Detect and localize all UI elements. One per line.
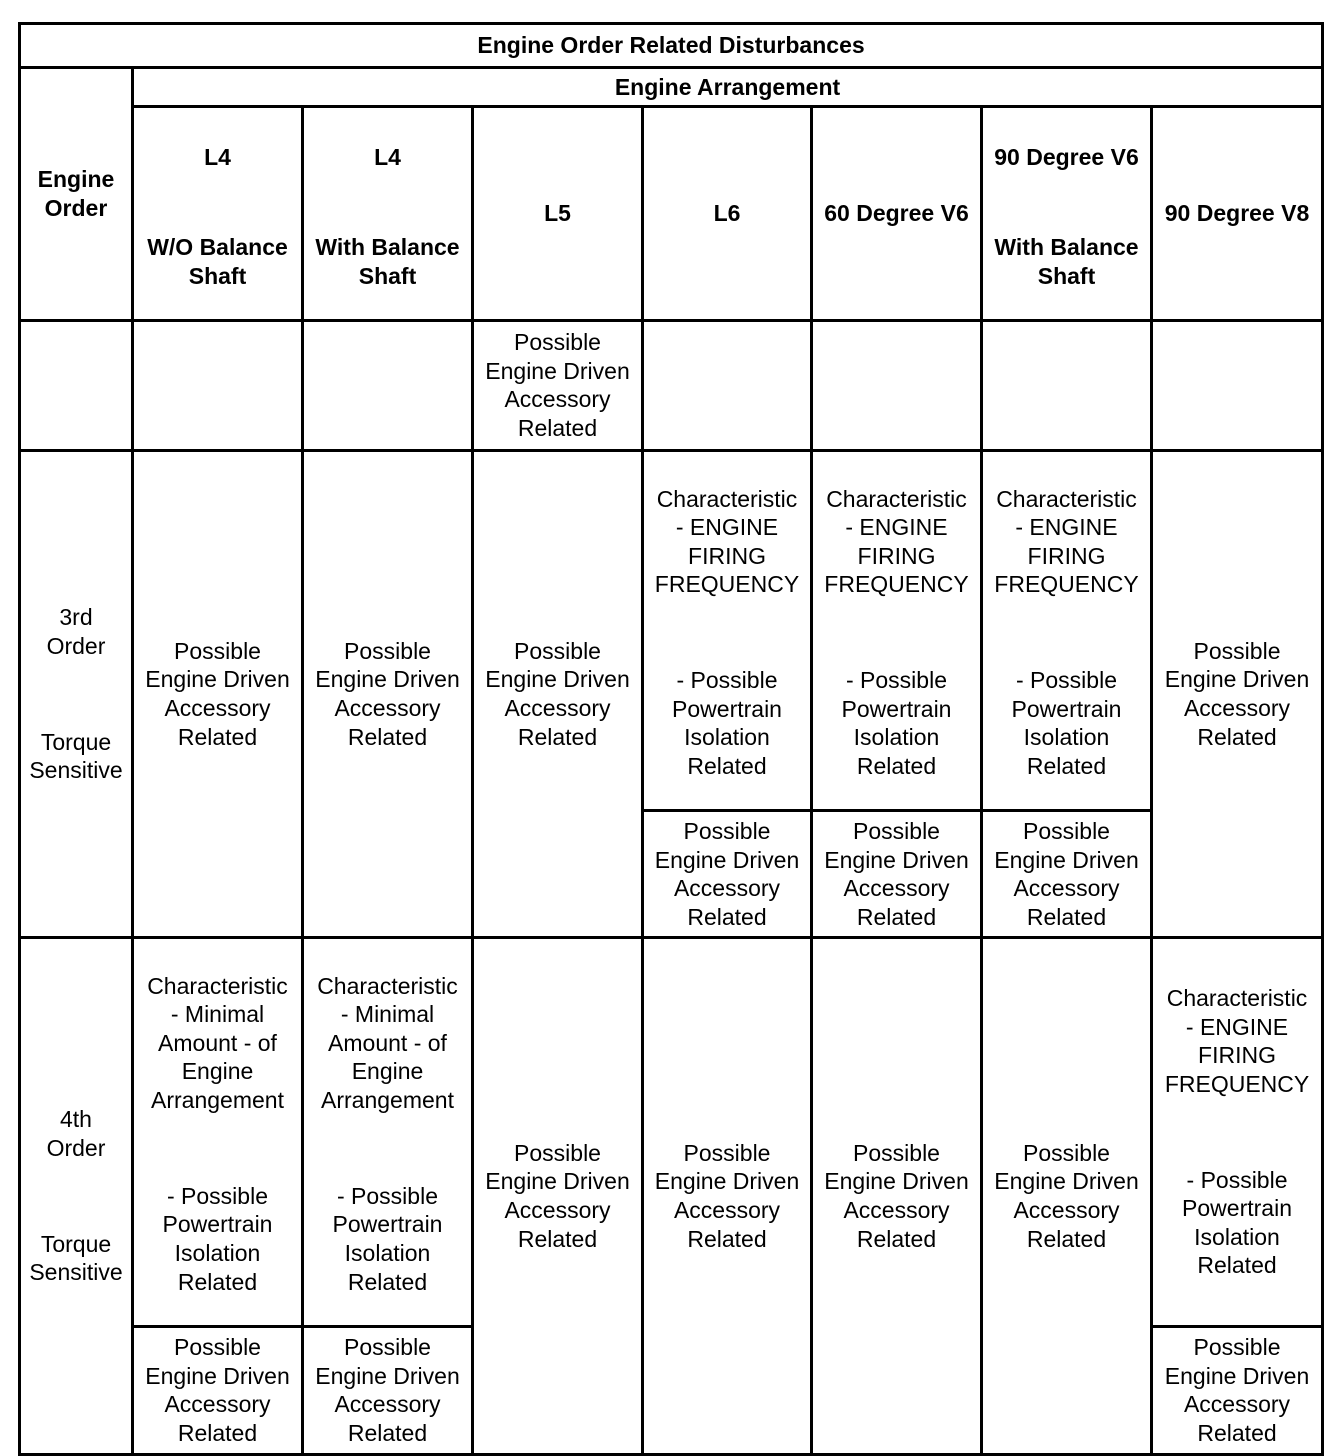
- column-header-l4-with-line2: With Balance Shaft: [315, 234, 460, 289]
- cell-first-l6: [643, 320, 812, 450]
- cell-first-v8-90: [1152, 320, 1323, 450]
- engine-arrangement-header: Engine Arrangement: [133, 68, 1323, 107]
- cell-3rd-v6-60-char-text: Characteristic - ENGINE FIRING FREQUENCY: [824, 485, 969, 598]
- column-header-l6: L6: [643, 107, 812, 321]
- cell-3rd-l6-characteristic: [643, 450, 812, 810]
- cell-3rd-v6-90-characteristic: [982, 450, 1152, 810]
- cell-3rd-l4-wo: Possible Engine Driven Accessory Related: [133, 450, 303, 937]
- cell-3rd-v6-90-possible-text: - Possible Powertrain Isolation Related: [1011, 667, 1122, 779]
- cell-4th-l4-with-characteristic: [303, 938, 473, 1327]
- column-header-v6-90-line2: With Balance Shaft: [994, 234, 1139, 289]
- cell-4th-v8-90-characteristic: [1152, 938, 1323, 1327]
- cell-3rd-v6-60-characteristic: [812, 450, 982, 810]
- cell-4th-l4-with-char-text: Characteristic - Minimal Amount - of Engine Arrangement: [317, 972, 458, 1114]
- cell-3rd-l6-char-text: Characteristic - ENGINE FIRING FREQUENCY: [654, 485, 800, 598]
- cell-first-l4-wo: [133, 320, 303, 450]
- cell-3rd-v6-60-accessory: Possible Engine Driven Accessory Related: [812, 811, 982, 938]
- column-header-l4-with-balance: [303, 107, 473, 321]
- cell-first-v6-90: [982, 320, 1152, 450]
- row-label-3rd-order-a: 3rd Order: [46, 604, 106, 659]
- cell-4th-l4-with-possible-text: - Possible Powertrain Isolation Related: [332, 1182, 443, 1295]
- cell-3rd-l4-with: Possible Engine Driven Accessory Related: [303, 450, 473, 937]
- column-header-90-degree-v8: 90 Degree V8: [1152, 107, 1323, 321]
- cell-4th-v8-90-char-text: Characteristic - ENGINE FIRING FREQUENCY: [1164, 984, 1310, 1097]
- cell-first-v6-60: [812, 320, 982, 450]
- column-header-v6-90-line1: 90 Degree V6: [994, 143, 1139, 170]
- cell-4th-l4-wo-char-text: Characteristic - Minimal Amount - of Engine Arrangement: [147, 972, 288, 1114]
- column-header-60-degree-v6: 60 Degree V6: [812, 107, 982, 321]
- table-title: Engine Order Related Disturbances: [20, 24, 1323, 68]
- cell-4th-v6-90: Possible Engine Driven Accessory Related: [982, 938, 1152, 1455]
- cell-3rd-l6-accessory: Possible Engine Driven Accessory Related: [643, 811, 812, 938]
- column-header-l4-wo-line2: W/O Balance Shaft: [147, 234, 288, 289]
- cell-3rd-l6-possible-text: - Possible Powertrain Isolation Related: [672, 667, 782, 779]
- cell-4th-l4-wo-accessory: Possible Engine Driven Accessory Related: [133, 1326, 303, 1454]
- column-header-l4-wo-line1: L4: [204, 143, 231, 170]
- engine-order-header: Engine Order: [20, 68, 133, 321]
- cell-4th-v6-60: Possible Engine Driven Accessory Related: [812, 938, 982, 1455]
- cell-3rd-l5: Possible Engine Driven Accessory Related: [473, 450, 643, 937]
- cell-4th-l4-with-accessory: Possible Engine Driven Accessory Related: [303, 1326, 473, 1454]
- engine-order-table: [18, 22, 1324, 1456]
- row-label-4th-order-a: 4th Order: [46, 1106, 106, 1161]
- row-label-4th-order: [20, 938, 133, 1455]
- row-label-3rd-order: [20, 450, 133, 937]
- column-header-90-degree-v6: [982, 107, 1152, 321]
- cell-first-l5: Possible Engine Driven Accessory Related: [473, 320, 643, 450]
- column-header-l5: L5: [473, 107, 643, 321]
- cell-4th-l4-wo-characteristic: [133, 938, 303, 1327]
- column-header-l4-with-line1: L4: [374, 143, 401, 170]
- cell-3rd-v6-90-accessory: Possible Engine Driven Accessory Related: [982, 811, 1152, 938]
- cell-4th-l5: Possible Engine Driven Accessory Related: [473, 938, 643, 1455]
- cell-4th-l4-wo-possible-text: - Possible Powertrain Isolation Related: [162, 1182, 273, 1295]
- row-label-3rd-order-b: Torque Sensitive: [29, 728, 123, 784]
- cell-3rd-v6-60-possible-text: - Possible Powertrain Isolation Related: [841, 667, 952, 779]
- row-label-blank: [20, 320, 133, 450]
- cell-4th-v8-90-possible-text: - Possible Powertrain Isolation Related: [1182, 1166, 1292, 1279]
- cell-first-l4-with: [303, 320, 473, 450]
- cell-3rd-v8-90: Possible Engine Driven Accessory Related: [1152, 450, 1323, 937]
- row-label-4th-order-b: Torque Sensitive: [29, 1230, 123, 1286]
- cell-4th-l6: Possible Engine Driven Accessory Related: [643, 938, 812, 1455]
- column-header-l4-wo-balance: [133, 107, 303, 321]
- cell-3rd-v6-90-char-text: Characteristic - ENGINE FIRING FREQUENCY: [994, 485, 1139, 598]
- cell-4th-v8-90-accessory: Possible Engine Driven Accessory Related: [1152, 1326, 1323, 1454]
